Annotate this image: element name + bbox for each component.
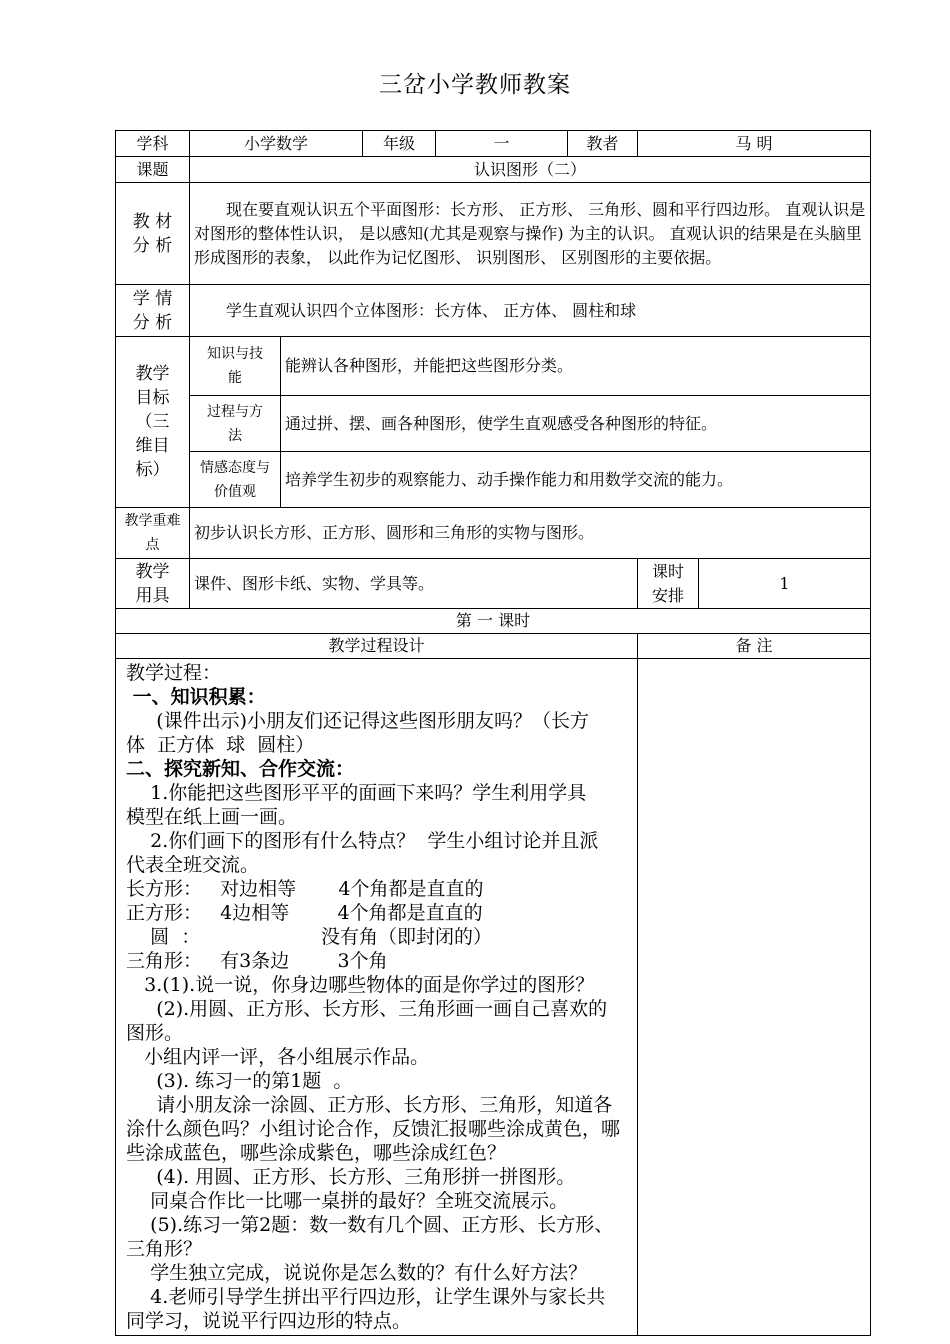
process-line: 1.你能把这些图形平平的面画下来吗？学生利用学具	[126, 782, 587, 804]
process-line: 图形。	[126, 1022, 184, 1044]
goal-text-knowledge: 能辨认各种图形，并能把这些图形分类。	[281, 337, 871, 396]
process-line: 涂什么颜色吗？小组讨论合作，反馈汇报哪些涂成黄色，哪	[126, 1118, 621, 1140]
process-line: (3). 练习一的第1题 。	[126, 1070, 353, 1092]
goals-label: 教学目标（三维目标）	[116, 337, 190, 508]
goal-row-process	[116, 396, 871, 452]
material-label: 教 材 分 析	[116, 183, 190, 285]
lesson-row	[116, 609, 871, 634]
process-line: 4.老师引导学生拼出平行四边形，让学生课外与家长共	[126, 1286, 606, 1308]
process-line: 3.(1).说一说，你身边哪些物体的面是你学过的图形？	[126, 974, 595, 996]
tools-label: 教学用具	[116, 559, 190, 609]
teaching-process	[116, 659, 638, 1336]
process-line: 请小朋友涂一涂圆、正方形、长方形、三角形，知道各	[126, 1094, 613, 1116]
student-label: 学 情 分 析	[116, 285, 190, 337]
process-line: (2).用圆、正方形、长方形、三角形画一画自己喜欢的	[126, 998, 608, 1020]
teacher-label: 教者	[568, 131, 638, 157]
tools-text: 课件、图形卡纸、实物、学具等。	[190, 559, 638, 609]
process-line: 小组内评一评，各小组展示作品。	[126, 1046, 430, 1068]
goal-label-emotion: 情感态度与价值观	[190, 452, 281, 508]
notes-cell	[638, 659, 871, 1336]
key-points-text: 初步认识长方形、正方形、圆形和三角形的实物与图形。	[190, 508, 871, 559]
teacher-value: 马 明	[638, 131, 871, 157]
tools-row	[116, 559, 871, 609]
goal-label-knowledge: 知识与技能	[190, 337, 281, 396]
process-line: 同桌合作比一比哪一桌拼的最好？全班交流展示。	[126, 1190, 569, 1212]
goal-label-process: 过程与方法	[190, 396, 281, 452]
process-heading: 一、知识积累：	[126, 686, 266, 708]
subject-value: 小学数学	[190, 131, 363, 157]
hours-label: 课时安排	[638, 559, 699, 609]
process-line: 模型在纸上画一画。	[126, 806, 298, 828]
process-line: (5).练习一第2题：数一数有几个圆、正方形、长方形、	[126, 1214, 614, 1236]
goal-text-process: 通过拼、摆、画各种图形，使学生直观感受各种图形的特征。	[281, 396, 871, 452]
lesson-plan-table	[115, 130, 871, 1336]
process-line: 学生独立完成，说说你是怎么数的？有什么好方法？	[126, 1262, 588, 1284]
process-line: 2.你们画下的图形有什么特点？ 学生小组讨论并且派	[126, 830, 599, 852]
process-line: 同学习，说说平行四边形的特点。	[126, 1310, 412, 1332]
page-title: 三岔小学教师教案	[379, 72, 571, 98]
student-text: 学生直观认识四个立体图形：长方体、 正方体、 圆柱和球	[190, 285, 871, 337]
process-line: 三角形： 有3条边 3个角	[126, 950, 388, 972]
lesson-label: 第 一 课时	[116, 609, 871, 634]
design-header-row	[116, 634, 871, 659]
hours-value: 1	[699, 559, 871, 609]
header-row	[116, 131, 871, 157]
notes-label: 备 注	[638, 634, 871, 659]
process-line: 三角形？	[126, 1238, 203, 1260]
process-line: 圆 ： 没有角（即封闭的）	[126, 926, 493, 948]
process-line: 体 正方体 球 圆柱）	[126, 734, 315, 756]
process-row	[116, 659, 871, 1336]
goal-row-knowledge	[116, 337, 871, 396]
student-row	[116, 285, 871, 337]
key-points-label: 教学重难点	[116, 508, 190, 559]
process-line: 教学过程：	[126, 662, 222, 684]
goal-row-emotion	[116, 452, 871, 508]
key-points-row	[116, 508, 871, 559]
grade-value: 一	[436, 131, 568, 157]
process-line: 正方形： 4边相等 4个角都是直直的	[126, 902, 483, 924]
topic-value: 认识图形（二）	[190, 157, 871, 183]
material-row	[116, 183, 871, 285]
design-label: 教学过程设计	[116, 634, 638, 659]
topic-label: 课题	[116, 157, 190, 183]
process-heading: 二、探究新知、合作交流：	[126, 758, 355, 780]
process-line: 长方形： 对边相等 4个角都是直直的	[126, 878, 484, 900]
material-text: 现在要直观认识五个平面图形：长方形、 正方形、 三角形、圆和平行四边形。 直观认识是对图形的整体性认识， 是以感知(尤其是观察与操作) 为主的认识。 直观认识的结果是在头脑里形成图形的表象， 以此作为记忆图形、 识别图形、 区别图形的主要依据。	[190, 183, 871, 285]
process-line: (4). 用圆、正方形、长方形、三角形拼一拼图形。	[126, 1166, 576, 1188]
subject-label: 学科	[116, 131, 190, 157]
goal-text-emotion: 培养学生初步的观察能力、动手操作能力和用数学交流的能力。	[281, 452, 871, 508]
topic-row	[116, 157, 871, 183]
process-line: (课件出示)小朋友们还记得这些图形朋友吗？（长方	[126, 710, 590, 732]
grade-label: 年级	[363, 131, 436, 157]
process-line: 代表全班交流。	[126, 854, 260, 876]
process-line: 些涂成蓝色，哪些涂成紫色，哪些涂成红色？	[126, 1142, 507, 1164]
